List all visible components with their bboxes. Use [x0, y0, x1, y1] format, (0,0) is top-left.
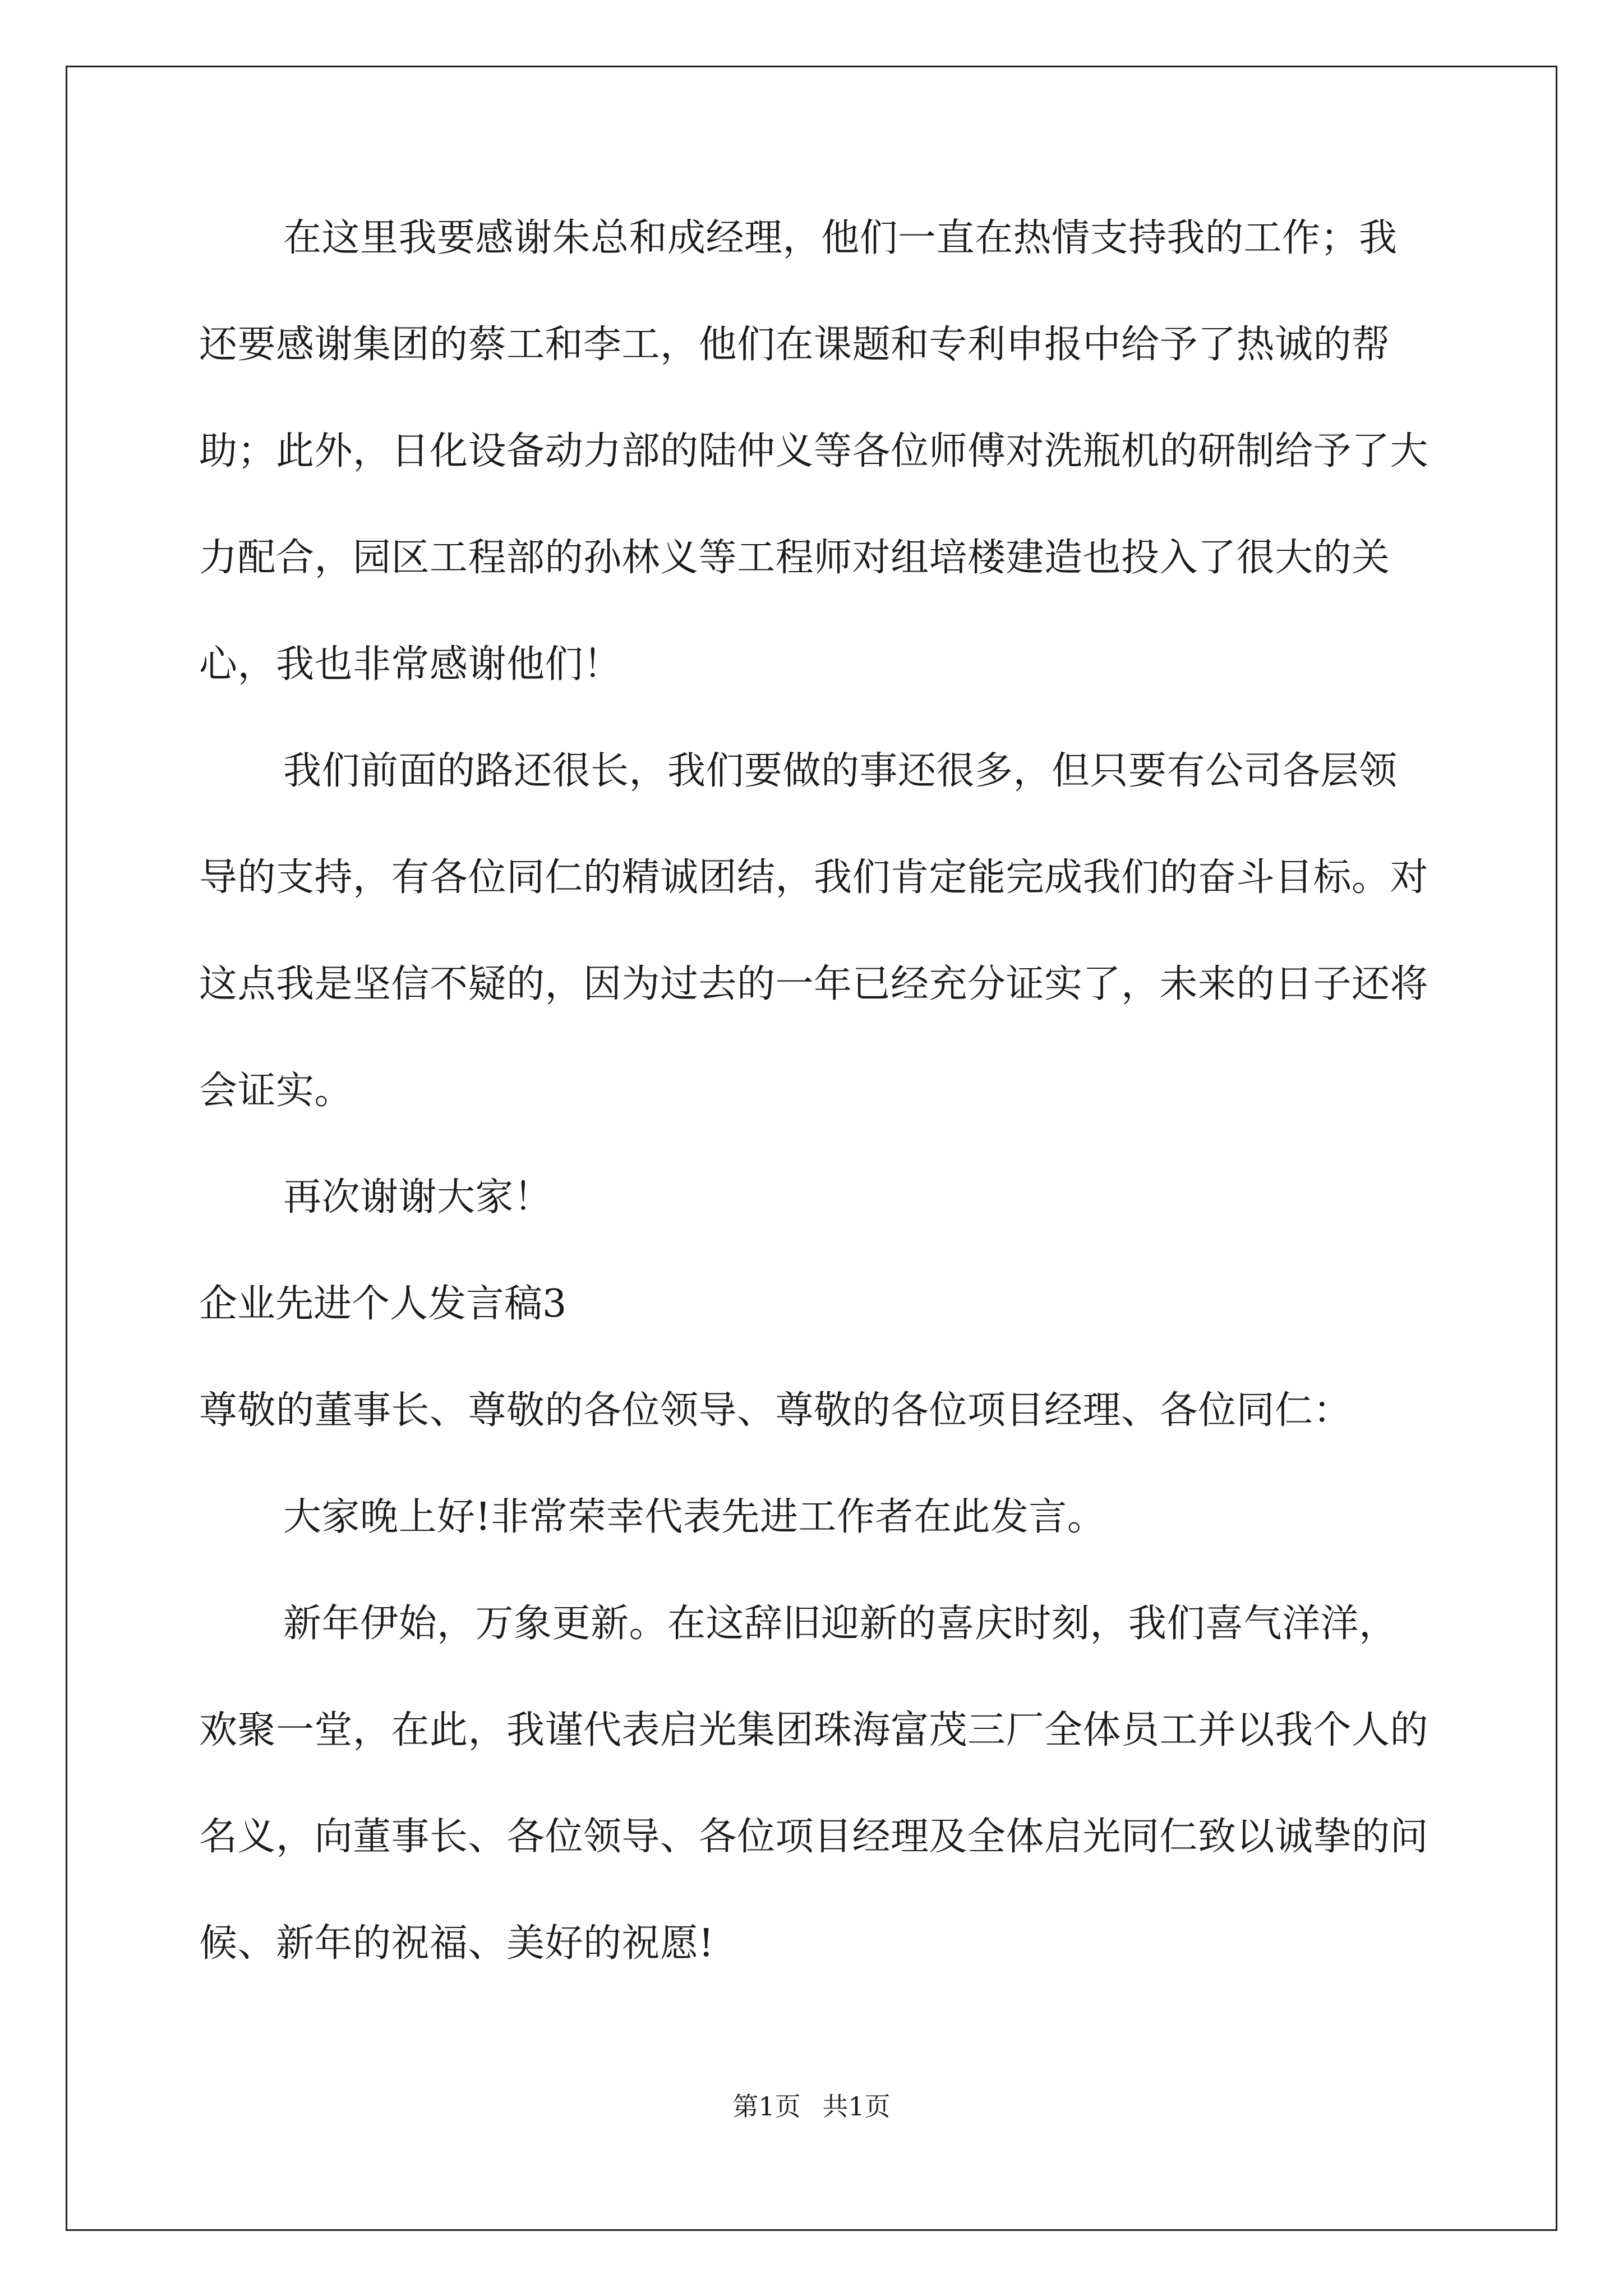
page-footer — [0, 2090, 1623, 2123]
paragraph-closing: 再次谢谢大家！ — [283, 1175, 552, 1220]
paragraph-greeting: 大家晚上好!非常荣幸代表先进工作者在此发言。 — [283, 1495, 1106, 1539]
paragraph-future: 我们前面的路还很长，我们要做的事还很多，但只要有公司各层领导的支持，有各位同仁的精诚团结，我们肯定能完成我们的奋斗目标。对这点我是坚信不疑的，因为过去的一年已经充分证实了，未来的日子还将会证实。 — [199, 749, 1429, 1113]
salutation: 尊敬的董事长、尊敬的各位领导、尊敬的各位项目经理、各位同仁： — [199, 1388, 1352, 1433]
document-body — [199, 185, 1433, 1997]
section-title: 企业先进个人发言稿3 — [199, 1282, 567, 1326]
page-number: 第1页 — [732, 2091, 801, 2122]
paragraph-thanks: 在这里我要感谢朱总和成经理，他们一直在热情支持我的工作；我还要感谢集团的蔡工和李工，他们在课题和专利申报中给予了热诚的帮助；此外，日化设备动力部的陆仲义等各位师傅对洗瓶机的研制给予了大力配合，园区工程部的孙林义等工程师对组培楼建造也投入了很大的关心，我也非常感谢他们！ — [199, 216, 1429, 687]
paragraph-new-year: 新年伊始，万象更新。在这辞旧迎新的喜庆时刻，我们喜气洋洋，欢聚一堂，在此，我谨代表启光集团珠海富茂三厂全体员工并以我个人的名义，向董事长、各位领导、各位项目经理及全体启光同仁致以诚挚的问候、新年的祝福、美好的祝愿! — [199, 1602, 1429, 1966]
page-total: 共1页 — [822, 2091, 891, 2122]
